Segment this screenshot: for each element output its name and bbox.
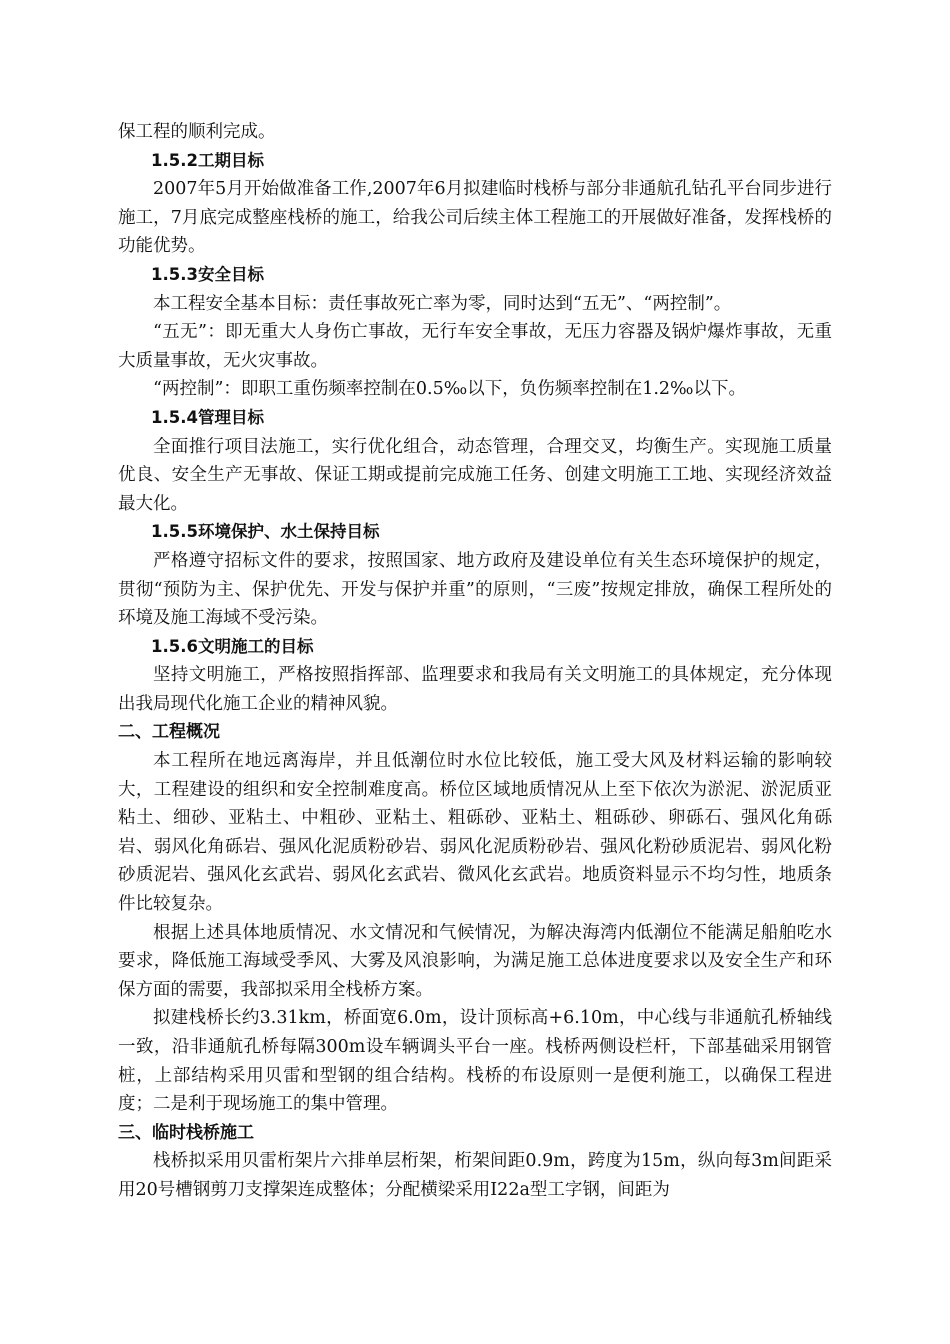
paragraph: “五无”：即无重大人身伤亡事故，无行车安全事故，无压力容器及锅炉爆炸事故，无重大质量事故，无火灾事故。 <box>118 322 832 371</box>
section-heading: 1.5.5环境保护、水土保持目标 <box>151 522 380 542</box>
paragraph: 2007年5月开始做准备工作,2007年6月拟建临时栈桥与部分非通航孔钻孔平台同步进行施工，7月底完成整座栈桥的施工，给我公司后续主体工程施工的开展做好准备，发挥栈桥的功能优势。 <box>118 179 832 257</box>
paragraph: 根据上述具体地质情况、水文情况和气候情况，为解决海湾内低潮位不能满足船舶吃水要求，降低施工海域受季风、大雾及风浪影响，为满足施工总体进度要求以及安全生产和环保方面的需要，我部拟采用全栈桥方案。 <box>118 922 832 1000</box>
paragraph: 本工程所在地远离海岸，并且低潮位时水位比较低，施工受大风及材料运输的影响较大，工程建设的组织和安全控制难度高。桥位区域地质情况从上至下依次为淤泥、淤泥质亚粘土、细砂、亚粘土、中粗砂、亚粘土、粗砾砂、亚粘土、粗砾砂、卵砾石、强风化角砾岩、弱风化角砾岩、强风化泥质粉砂岩、弱风化泥质粉砂岩、强风化粉砂质泥岩、弱风化粉砂质泥岩、强风化玄武岩、弱风化玄武岩、微风化玄武岩。地质资料显示不均匀性，地质条件比较复杂。 <box>118 751 832 915</box>
document-page <box>118 118 832 1205</box>
paragraph: “两控制”：即职工重伤频率控制在0.5‰以下，负伤频率控制在1.2‰以下。 <box>153 379 747 400</box>
paragraph: 栈桥拟采用贝雷桁架片六排单层桁架，桁架间距0.9m，跨度为15m，纵向每3m间距采用20号槽钢剪刀支撑架连成整体；分配横梁采用I22a型工字钢，间距为 <box>118 1151 832 1200</box>
paragraph: 本工程安全基本目标：责任事故死亡率为零，同时达到“五无”、“两控制”。 <box>153 293 732 314</box>
section-heading: 1.5.3安全目标 <box>151 264 264 284</box>
paragraph: 拟建栈桥长约3.31km，桥面宽6.0m，设计顶标高+6.10m，中心线与非通航孔桥轴线一致，沿非通航孔桥每隔300m设车辆调头平台一座。栈桥两侧设栏杆，下部基础采用钢管桩，上部结构采用贝雷和型钢的组合结构。栈桥的布设原则一是便利施工，以确保工程进度；二是利于现场施工的集中管理。 <box>118 1008 832 1115</box>
section-heading: 1.5.6文明施工的目标 <box>151 636 314 656</box>
paragraph: 全面推行项目法施工，实行优化组合，动态管理，合理交叉，均衡生产。实现施工质量优良、安全生产无事故、保证工期或提前完成施工任务、创建文明施工工地、实现经济效益最大化。 <box>118 436 832 514</box>
paragraph: 严格遵守招标文件的要求，按照国家、地方政府及建设单位有关生态环境保护的规定，贯彻“预防为主、保护优先、开发与保护并重”的原则，“三废”按规定排放，确保工程所处的环境及施工海域不受污染。 <box>118 550 832 629</box>
chapter-heading: 二、工程概况 <box>118 722 220 743</box>
section-heading: 1.5.4管理目标 <box>151 407 264 427</box>
paragraph: 坚持文明施工，严格按照指挥部、监理要求和我局有关文明施工的具体规定，充分体现出我局现代化施工企业的精神风貌。 <box>118 665 832 714</box>
section-heading: 1.5.2工期目标 <box>151 150 264 170</box>
chapter-heading: 三、临时栈桥施工 <box>118 1122 254 1143</box>
paragraph: 保工程的顺利完成。 <box>118 122 276 142</box>
